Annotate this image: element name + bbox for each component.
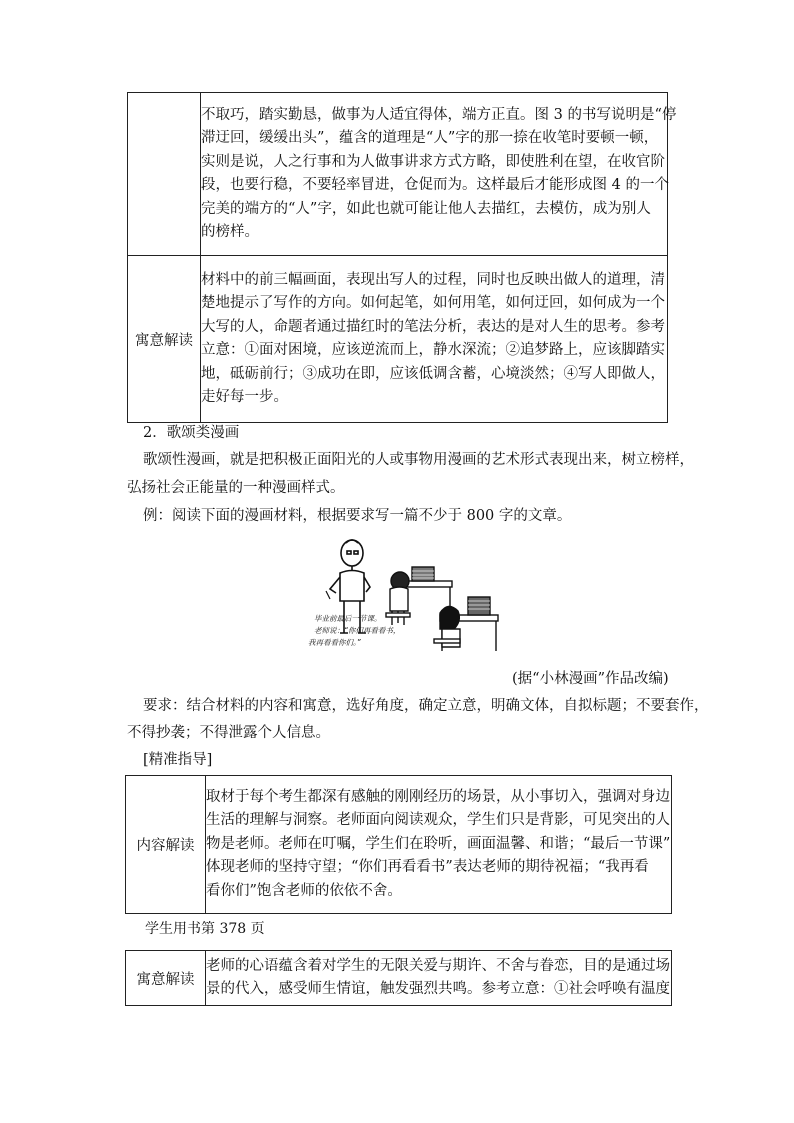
caption-line: 老师说：“你们再看看书， <box>314 626 401 635</box>
analysis-table-2 <box>125 775 672 914</box>
analysis-table-1 <box>127 92 677 423</box>
requirement-line: 不得抄袭；不得泄露个人信息。 <box>127 725 330 741</box>
text-line: 的榜样。 <box>201 224 259 240</box>
example-prompt: 例：阅读下面的漫画材料，根据要求写一篇不少于 800 字的文章。 <box>143 508 572 524</box>
table-row <box>128 256 668 423</box>
empty-label-cell <box>128 93 201 256</box>
table-row <box>126 951 672 1006</box>
cartoon-caption <box>308 614 400 647</box>
text-line: 老师的心语蕴含着对学生的无限关爱与期许、不舍与眷恋，目的是通过场 <box>206 957 670 974</box>
row-label: 寓意解读 <box>128 256 201 423</box>
text-line: 楚地提示了写作的方向。如何起笔，如何用笔，如何迂回，如何成为一个 <box>201 295 665 311</box>
text-line: 大写的人，命题者通过描红时的笔法分析，表达的是对人生的思考。参考 <box>201 318 665 335</box>
cartoon-illustration <box>300 533 510 663</box>
analysis-table-3 <box>125 950 672 1006</box>
section-heading: 2．歌颂类漫画 <box>143 425 240 441</box>
table-row <box>128 93 668 256</box>
text-line: 地，砥砺前行；③成功在即，应该低调含蓄，心境淡然；④写人即做人， <box>201 365 665 382</box>
row-label: 内容解读 <box>126 776 206 914</box>
text-line: 立意：①面对困境，应该逆流而上，静水深流；②追梦路上，应该脚踏实 <box>201 342 665 358</box>
text-line: 物是老师。老师在叮嘱，学生们在聆听，画面温馨、和谐；“最后一节课” <box>206 835 671 852</box>
text-line: 景的代入，感受师生情谊，触发强烈共鸣。参考立意：①社会呼唤有温度 <box>206 981 670 997</box>
text-line: 材料中的前三幅画面，表现出写人的过程，同时也反映出做人的道理，清 <box>201 271 665 288</box>
text-line: 走好每一步。 <box>201 389 288 405</box>
text-line: 生活的理解与洞察。老师面向阅读观众，学生们只是背影，可见突出的人 <box>206 812 670 829</box>
student-desk-2 <box>434 597 498 651</box>
content-cell <box>201 256 668 423</box>
intro-line: 歌颂性漫画，就是把积极正面阳光的人或事物用漫画的艺术形式表现出来，树立榜样， <box>143 452 694 468</box>
requirement-line: 要求：结合材料的内容和寓意，选好角度，确定立意，明确文体，自拟标题；不要套作， <box>143 698 709 714</box>
table-row <box>126 776 672 914</box>
content-cell <box>206 776 672 914</box>
guide-heading: [精准指导] <box>143 752 213 768</box>
row-label: 寓意解读 <box>126 951 206 1006</box>
caption-line: 毕业前最后一节课。 <box>314 614 382 623</box>
source-note: (据“小林漫画”作品改编) <box>512 671 669 687</box>
text-line: 看你们”饱含老师的依依不舍。 <box>206 882 402 899</box>
text-line: 完美的端方的“人”字，如此也就可能让他人去描红，去模仿，成为别人 <box>201 200 651 217</box>
content-cell <box>206 951 672 1006</box>
content-cell <box>201 93 677 256</box>
intro-line: 弘扬社会正能量的一种漫画样式。 <box>127 480 345 496</box>
text-line: 取材于每个考生都深有感触的刚刚经历的场景，从小事切入，强调对身边 <box>206 788 670 805</box>
text-line: 段，也要行稳，不要轻率冒进，仓促而为。这样最后才能形成图 4 的一个 <box>201 177 669 193</box>
text-line: 体现老师的坚持守望；“你们再看看书”表达老师的期待祝福；“我再看 <box>206 859 649 876</box>
text-line: 不取巧，踏实勤恳，做事为人适宜得体，端方正直。图 3 的书写说明是“停 <box>201 106 677 123</box>
caption-line: 我再看看你们。” <box>308 638 361 647</box>
page-reference: 学生用书第 378 页 <box>145 921 265 937</box>
text-line: 滞迂回，缓缓出头”，蕴含的道理是“人”字的那一捺在收笔时要顿一顿， <box>201 130 659 146</box>
text-line: 实则是说，人之行事和为人做事讲求方式方略，即使胜利在望，在收官阶 <box>201 153 665 170</box>
